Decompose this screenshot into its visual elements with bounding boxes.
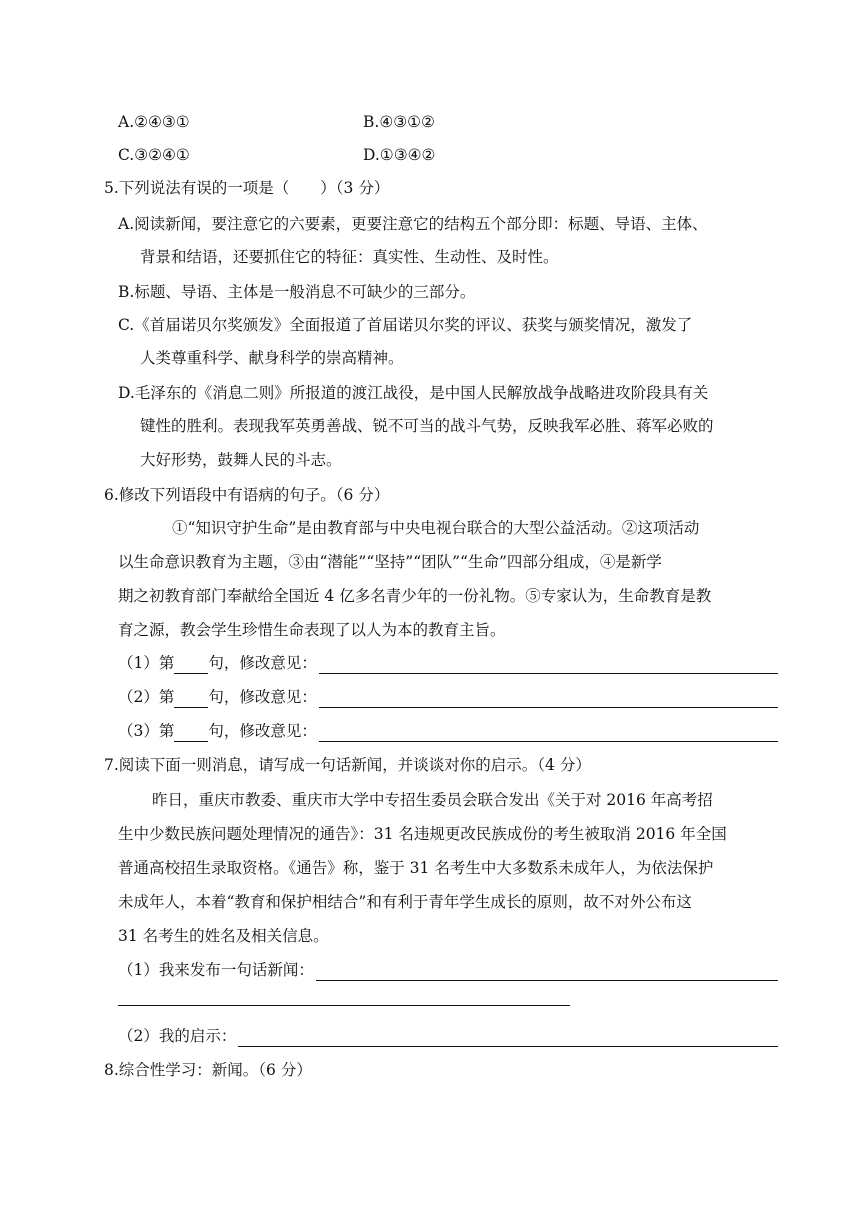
q6-answer-1-sentence-blank[interactable] xyxy=(174,657,208,674)
q6-answer-1-blank[interactable] xyxy=(319,657,778,674)
q7-answer-1-continuation-blank[interactable] xyxy=(118,1005,570,1006)
q7-answer-2-label: （2）我的启示： xyxy=(118,1027,237,1045)
q6-answer-2-blank[interactable] xyxy=(319,691,778,708)
q5-option-a-line-2: 背景和结语，还要抓住它的特征：真实性、生动性、及时性。 xyxy=(140,248,559,266)
q4-options-row-2 xyxy=(118,144,435,166)
q8-stem: 8.综合性学习：新闻。（6 分） xyxy=(104,1061,312,1079)
q6-answer-2-suffix: 句，修改意见： xyxy=(208,688,317,706)
q6-stem: 6.修改下列语段中有语病的句子。（6 分） xyxy=(104,486,390,504)
q6-answer-1-prefix: （1）第 xyxy=(118,654,175,672)
q7-answer-1-label: （1）我来发布一句话新闻： xyxy=(118,961,314,979)
q5-option-c-line-2: 人类尊重科学、献身科学的崇高精神。 xyxy=(140,349,404,367)
q4-option-c: C.③②④① xyxy=(118,146,190,164)
q6-answer-2-sentence-blank[interactable] xyxy=(174,691,208,708)
q5-stem: 5.下列说法有误的一项是（ ）（3 分） xyxy=(104,179,390,197)
q6-answer-1 xyxy=(118,652,778,674)
q6-answer-3-blank[interactable] xyxy=(319,725,778,742)
q4-option-b: B.④③①② xyxy=(363,113,435,131)
q6-answer-3 xyxy=(118,720,778,742)
q6-answer-2 xyxy=(118,686,778,708)
q7-passage-line-2: 生中少数民族问题处理情况的通告》：31 名违规更改民族成份的考生被取消 2016 年全国 xyxy=(118,825,727,843)
q4-option-d: D.①③④② xyxy=(363,146,436,164)
q6-answer-1-suffix: 句，修改意见： xyxy=(208,654,317,672)
q7-passage-line-1: 昨日，重庆市教委、重庆市大学中专招生委员会联合发出《关于对 2016 年高考招 xyxy=(152,791,713,809)
q5-option-d-line-1: D.毛泽东的《消息二则》所报道的渡江战役，是中国人民解放战争战略进攻阶段具有关 xyxy=(118,384,709,402)
q4-options-row-1 xyxy=(118,111,435,133)
q7-answer-2 xyxy=(118,1025,778,1047)
q6-answer-3-sentence-blank[interactable] xyxy=(174,725,208,742)
q7-passage-line-3: 普通高校招生录取资格。《通告》称，鉴于 31 名考生中大多数系未成年人，为依法保护 xyxy=(118,859,714,877)
q7-answer-1-blank[interactable] xyxy=(316,964,778,981)
q7-stem: 7.阅读下面一则消息，请写成一句话新闻，并谈谈对你的启示。（4 分） xyxy=(104,756,591,774)
q7-passage-line-5: 31 名考生的姓名及相关信息。 xyxy=(118,927,329,945)
q7-passage-line-4: 未成年人，本着“教育和保护相结合”和有利于青年学生成长的原则，故不对外公布这 xyxy=(118,893,692,911)
q6-passage-line-1: ①“知识守护生命”是由教育部与中央电视台联合的大型公益活动。②这项活动 xyxy=(172,519,700,537)
q6-answer-3-suffix: 句，修改意见： xyxy=(208,722,317,740)
q6-passage-line-4: 育之源，教会学生珍惜生命表现了以人为本的教育主旨。 xyxy=(118,621,506,639)
q7-answer-1 xyxy=(118,959,778,981)
q5-option-a-line-1: A.阅读新闻，要注意它的六要素，更要注意它的结构五个部分即：标题、导语、主体、 xyxy=(118,215,708,233)
q6-answer-3-prefix: （3）第 xyxy=(118,722,175,740)
q5-option-b: B.标题、导语、主体是一般消息不可缺少的三部分。 xyxy=(118,283,476,301)
q6-passage-line-2: 以生命意识教育为主题，③由“潜能”“坚持”“团队”“生命”四部分组成，④是新学 xyxy=(118,553,662,571)
q6-answer-2-prefix: （2）第 xyxy=(118,688,175,706)
q7-answer-2-blank[interactable] xyxy=(238,1030,778,1047)
q5-option-d-line-2: 键性的胜利。表现我军英勇善战、锐不可当的战斗气势，反映我军必胜、蒋军必败的 xyxy=(140,417,714,435)
q5-option-c-line-1: C.《首届诺贝尔奖颁发》全面报道了首届诺贝尔奖的评议、获奖与颁奖情况，激发了 xyxy=(118,316,693,334)
q4-option-a: A.②④③① xyxy=(118,113,190,131)
q5-option-d-line-3: 大好形势，鼓舞人民的斗志。 xyxy=(140,451,342,469)
q6-passage-line-3: 期之初教育部门奉献给全国近 4 亿多名青少年的一份礼物。⑤专家认为，生命教育是教 xyxy=(118,587,712,605)
